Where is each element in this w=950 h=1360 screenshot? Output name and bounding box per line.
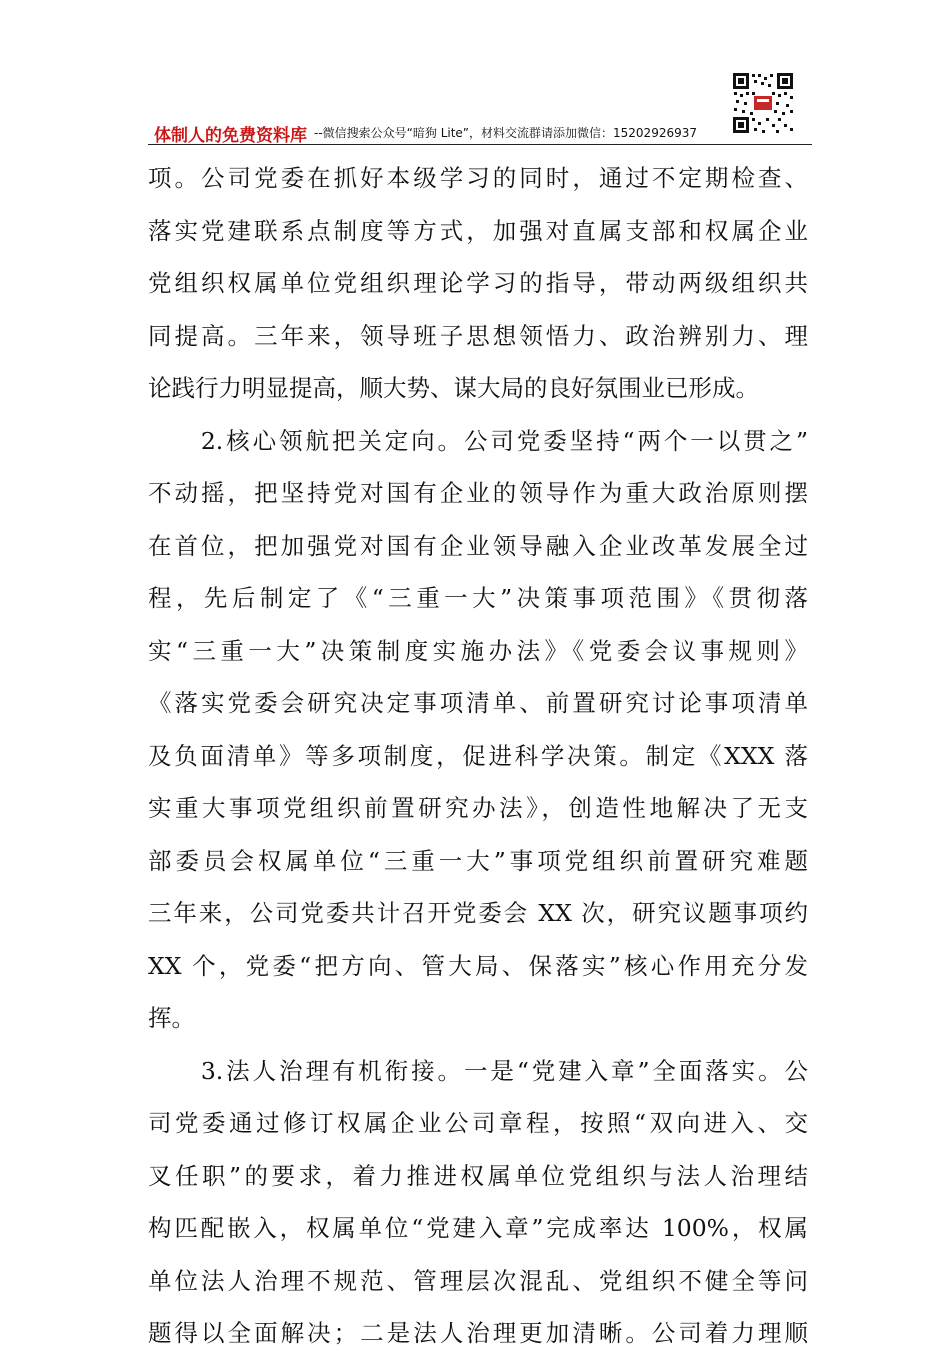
- header-subtitle: --微信搜索公众号“暗狗 Lite”，材料交流群请添加微信：15202926937: [314, 126, 697, 140]
- text-line: 不动摇，把坚持党对国有企业的领导作为重大政治原则摆: [148, 479, 808, 507]
- text-line: 落实党建联系点制度等方式，加强对直属支部和权属企业: [148, 216, 808, 245]
- text-line: 构匹配嵌入，权属单位“党建入章”完成率达 100%，权属: [148, 1214, 808, 1242]
- page-header: [148, 72, 812, 146]
- header-divider: [148, 144, 812, 145]
- text-line: 论践行力明显提高，顺大势、谋大局的良好氛围业已形成。: [148, 374, 759, 402]
- text-line: 程，先后制定了《“三重一大”决策事项范围》《贯彻落: [148, 584, 808, 612]
- text-line: 项。公司党委在抓好本级学习的同时，通过不定期检查、: [148, 164, 808, 192]
- text-line: 实重大事项党组织前置研究办法》，创造性地解决了无支: [148, 794, 808, 822]
- text-line: 题得以全面解决；二是法人治理更加清晰。公司着力理顺: [148, 1319, 808, 1347]
- text-line: 党组织权属单位党组织理论学习的指导，带动两级组织共: [148, 269, 808, 297]
- text-line: 司党委通过修订权属企业公司章程，按照“双向进入、交: [148, 1109, 808, 1137]
- text-line: 《落实党委会研究决定事项清单、前置研究讨论事项清单: [148, 689, 808, 717]
- brand-title: 体制人的免费资料库: [154, 126, 307, 146]
- text-line: 叉任职”的要求，着力推进权属单位党组织与法人治理结: [148, 1161, 808, 1190]
- text-line: 部委员会权属单位“三重一大”事项党组织前置研究难题: [148, 846, 808, 875]
- document-body: [148, 152, 808, 1360]
- text-line: 三年来，公司党委共计召开党委会 XX 次，研究议题事项约: [148, 899, 808, 927]
- text-line: XX 个，党委“把方向、管大局、保落实”核心作用充分发: [148, 951, 808, 980]
- text-line: 单位法人治理不规范、管理层次混乱、党组织不健全等问: [148, 1266, 808, 1295]
- text-line: 及负面清单》等多项制度，促进科学决策。制定《XXX 落: [148, 741, 808, 770]
- text-line: 挥。: [148, 1004, 195, 1032]
- text-line: 2.核心领航把关定向。公司党委坚持“两个一以贯之”: [148, 426, 808, 455]
- text-line: 在首位，把加强党对国有企业领导融入企业改革发展全过: [148, 531, 808, 560]
- qr-code-icon: [732, 72, 794, 134]
- text-line: 同提高。三年来，领导班子思想领悟力、政治辨别力、理: [148, 321, 808, 350]
- text-line: 3.法人治理有机衔接。一是“党建入章”全面落实。公: [148, 1056, 808, 1085]
- text-line: 实“三重一大”决策制度实施办法》《党委会议事规则》: [148, 636, 808, 665]
